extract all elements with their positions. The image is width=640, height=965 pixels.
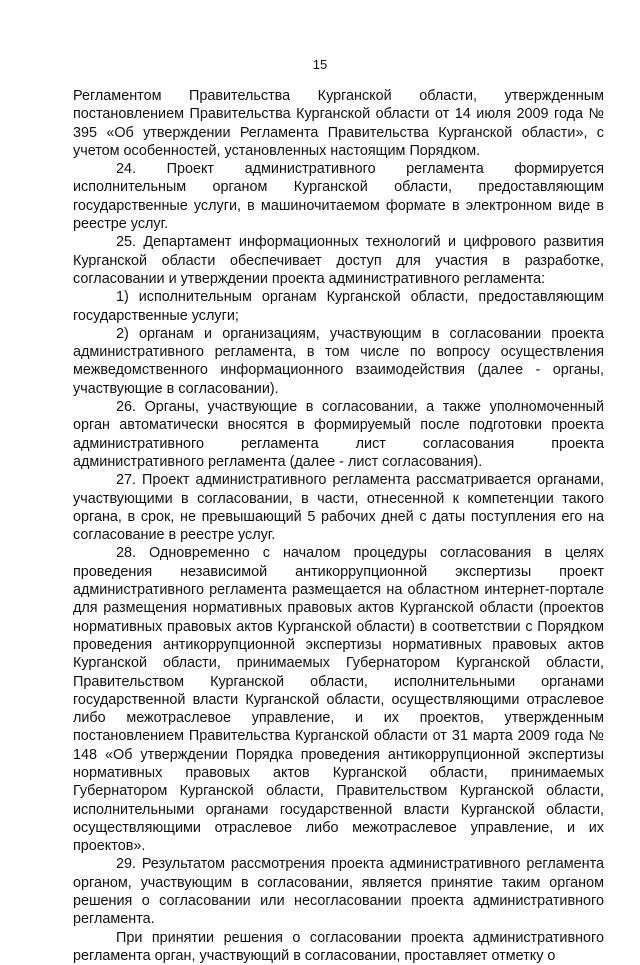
- paragraph-27: 27. Проект административного регламента рассматривается органами, участвующими в согласовании, в части, отнесенной к компетенции такого органа, в срок, не превышающий 5 рабочих дней с даты поступления его на согласование в реестре услуг.: [73, 472, 604, 544]
- paragraph-25-item-1: 1) исполнительным органам Курганской области, предоставляющим государственные услуги;: [73, 289, 604, 324]
- paragraph-28: 28. Одновременно с началом процедуры согласования в целях проведения независимой антикоррупционной экспертизы проект административного регламента размещается на областном интернет-портале для размещения нормативных правовых актов Курганской области (проектов нормативных правовых актов Курганской области) в соответствии с Порядком проведения антикоррупционной экспертизы нормативных правовых актов Курганской области, принимаемых Губернатором Курганской области, Правительством Курганской области, исполнительными органами государственной власти Курганской области, осуществляющими отраслевое либо межотраслевое управление, и их проектов, утвержденным постановлением Правительства Курганской области от 31 марта 2009 года № 148 «Об утверждении Порядка проведения антикоррупционной экспертизы нормативных правовых актов Курганской области, принимаемых Губернатором Курганской области, Правительством Курганской области, исполнительными органами государственной власти Курганской области, осуществляющими отраслевое либо межотраслевое управление, и их проектов».: [73, 545, 604, 855]
- paragraph-continuation: Регламентом Правительства Курганской области, утвержденным постановлением Правительства Курганской области от 14 июля 2009 года № 395 «Об утверждении Регламента Правительства Курганской области», с учетом особенностей, установленных настоящим Порядком.: [73, 88, 604, 159]
- page-number: 15: [312, 57, 328, 72]
- paragraph-29-continuation: При принятии решения о согласовании проекта административного регламента орган, участвующий в согласовании, проставляет отметку о: [73, 929, 604, 964]
- paragraph-25-item-2: 2) органам и организациям, участвующим в согласовании проекта административного регламента, в том числе по вопросу осуществления межведомственного информационного взаимодействия (далее - органы, участвующие в согласовании).: [73, 325, 604, 397]
- paragraph-24: 24. Проект административного регламента формируется исполнительным органом Курганской области, предоставляющим государственные услуги, в машиночитаемом формате в электронном виде в реестре услуг.: [73, 161, 604, 233]
- paragraph-25: 25. Департамент информационных технологий и цифрового развития Курганской области обеспечивает доступ для участия в разработке, согласовании и утверждении проекта административного регламента:: [73, 234, 604, 287]
- paragraph-26: 26. Органы, участвующие в согласовании, а также уполномоченный орган автоматически вносятся в формируемый после подготовки проекта административного регламента лист согласования проекта административного регламента (далее - лист согласования).: [73, 399, 604, 470]
- paragraph-29: 29. Результатом рассмотрения проекта административного регламента органом, участвующим в согласовании, является принятие таким органом решения о согласовании или несогласовании проекта административного регламента.: [73, 856, 604, 928]
- document-body: [73, 87, 604, 965]
